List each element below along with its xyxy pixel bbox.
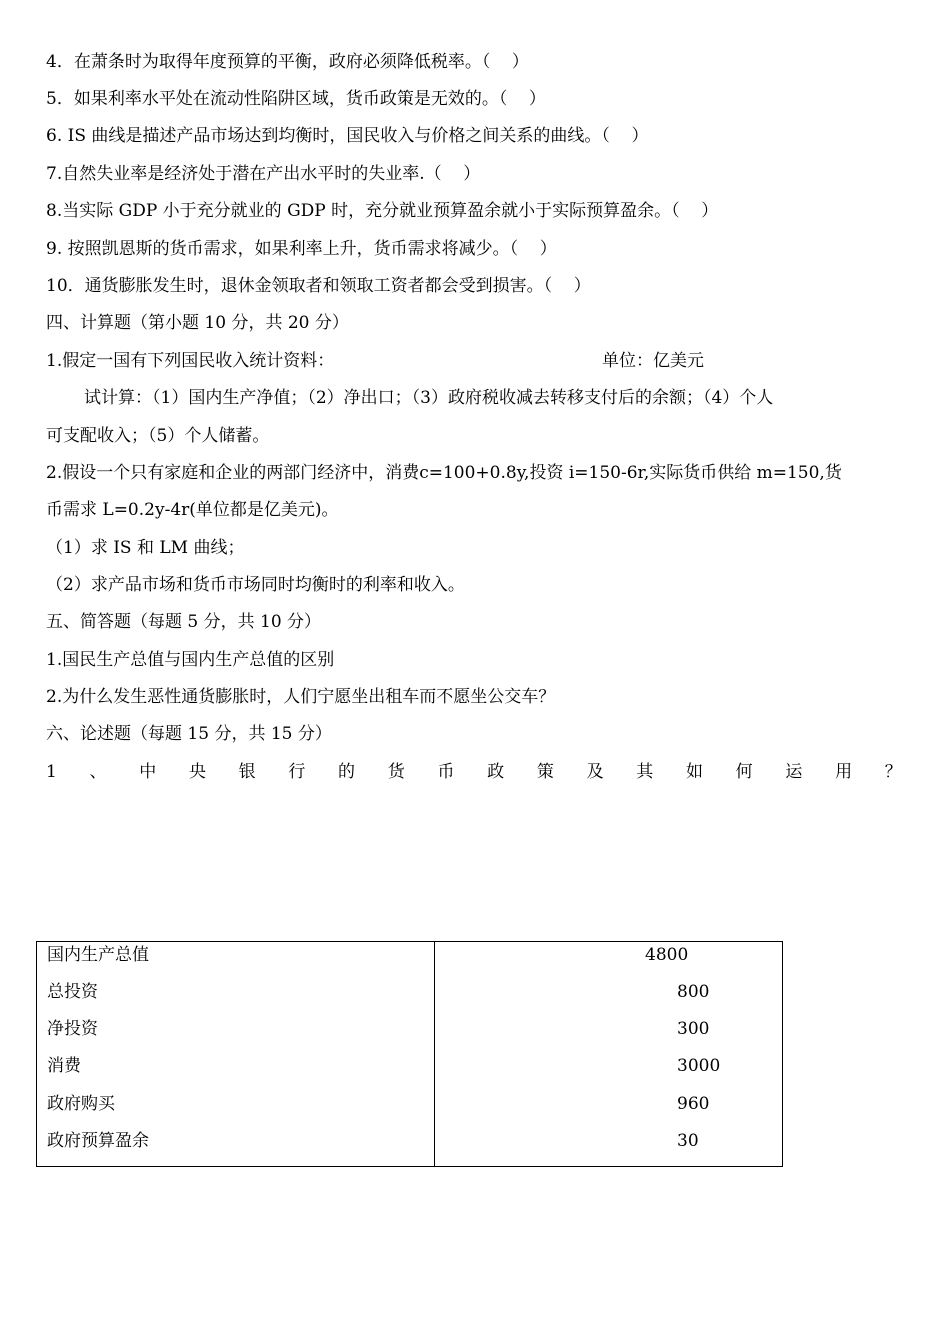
- table-cell-label: 政府预算盈余: [47, 1131, 149, 1151]
- judgment-question-9: 9. 按照凯恩斯的货币需求，如果利率上升，货币需求将减少。（ ）: [46, 239, 557, 259]
- table-cell-value: 800: [677, 982, 710, 1002]
- calc-question-2-part-1: （1）求 IS 和 LM 曲线；: [46, 538, 245, 558]
- section-heading-short-answer: 五、简答题（每题 5 分，共 10 分）: [46, 612, 322, 632]
- table-cell-value: 960: [677, 1094, 710, 1114]
- table-cell-label: 国内生产总值: [47, 945, 149, 965]
- table-cell-label: 净投资: [47, 1019, 98, 1039]
- table-cell-value: 30: [677, 1131, 699, 1151]
- section-heading-essay: 六、论述题（每题 15 分，共 15 分）: [46, 724, 332, 744]
- short-answer-1: 1.国民生产总值与国内生产总值的区别: [46, 650, 335, 670]
- table-column-divider: [434, 942, 435, 1166]
- section-heading-calculation: 四、计算题（第小题 10 分，共 20 分）: [46, 313, 349, 333]
- table-cell-value: 4800: [645, 945, 689, 965]
- judgment-question-10: 10．通货膨胀发生时，退休金领取者和领取工资者都会受到损害。（ ）: [46, 276, 591, 296]
- calc-question-1-tasks: 试计算：（1）国内生产净值；（2）净出口；（3）政府税收减去转移支付后的余额；（4）个人: [84, 388, 774, 408]
- calc-question-1-tasks-cont: 可支配收入；（5）个人储蓄。: [46, 426, 270, 446]
- calc-question-2-cont: 币需求 L=0.2y-4r(单位都是亿美元)。: [46, 500, 339, 520]
- judgment-question-5: 5．如果利率水平处在流动性陷阱区域，货币政策是无效的。（ ）: [46, 89, 546, 109]
- judgment-question-4: 4．在萧条时为取得年度预算的平衡，政府必须降低税率。（ ）: [46, 52, 529, 72]
- short-answer-2: 2.为什么发生恶性通货膨胀时，人们宁愿坐出租车而不愿坐公交车？: [46, 687, 556, 707]
- judgment-question-6: 6. IS 曲线是描述产品市场达到均衡时，国民收入与价格之间关系的曲线。（ ）: [46, 126, 649, 146]
- unit-label: 单位：亿美元: [602, 351, 704, 371]
- judgment-question-7: 7.自然失业率是经济处于潜在产出水平时的失业率.（ ）: [46, 164, 481, 184]
- calc-question-1: 1.假定一国有下列国民收入统计资料：: [46, 351, 335, 371]
- table-cell-value: 300: [677, 1019, 710, 1039]
- judgment-question-8: 8.当实际 GDP 小于充分就业的 GDP 时，充分就业预算盈余就小于实际预算盈余。（ ）: [46, 201, 719, 221]
- table-cell-value: 3000: [677, 1056, 721, 1076]
- calc-question-2: 2.假设一个只有家庭和企业的两部门经济中，消费c=100+0.8y,投资 i=150-6r,实际货币供给 m=150,货: [46, 463, 842, 483]
- table-cell-label: 总投资: [47, 982, 98, 1002]
- table-cell-label: 消费: [47, 1056, 81, 1076]
- table-cell-label: 政府购买: [47, 1094, 115, 1114]
- calc-question-2-part-2: （2）求产品市场和货币市场同时均衡时的利率和收入。: [46, 575, 465, 595]
- essay-question-1: 1 、 中 央 银 行 的 货 币 政 策 及 其 如 何 运 用 ？: [46, 762, 902, 782]
- income-statistics-table: [36, 941, 783, 1167]
